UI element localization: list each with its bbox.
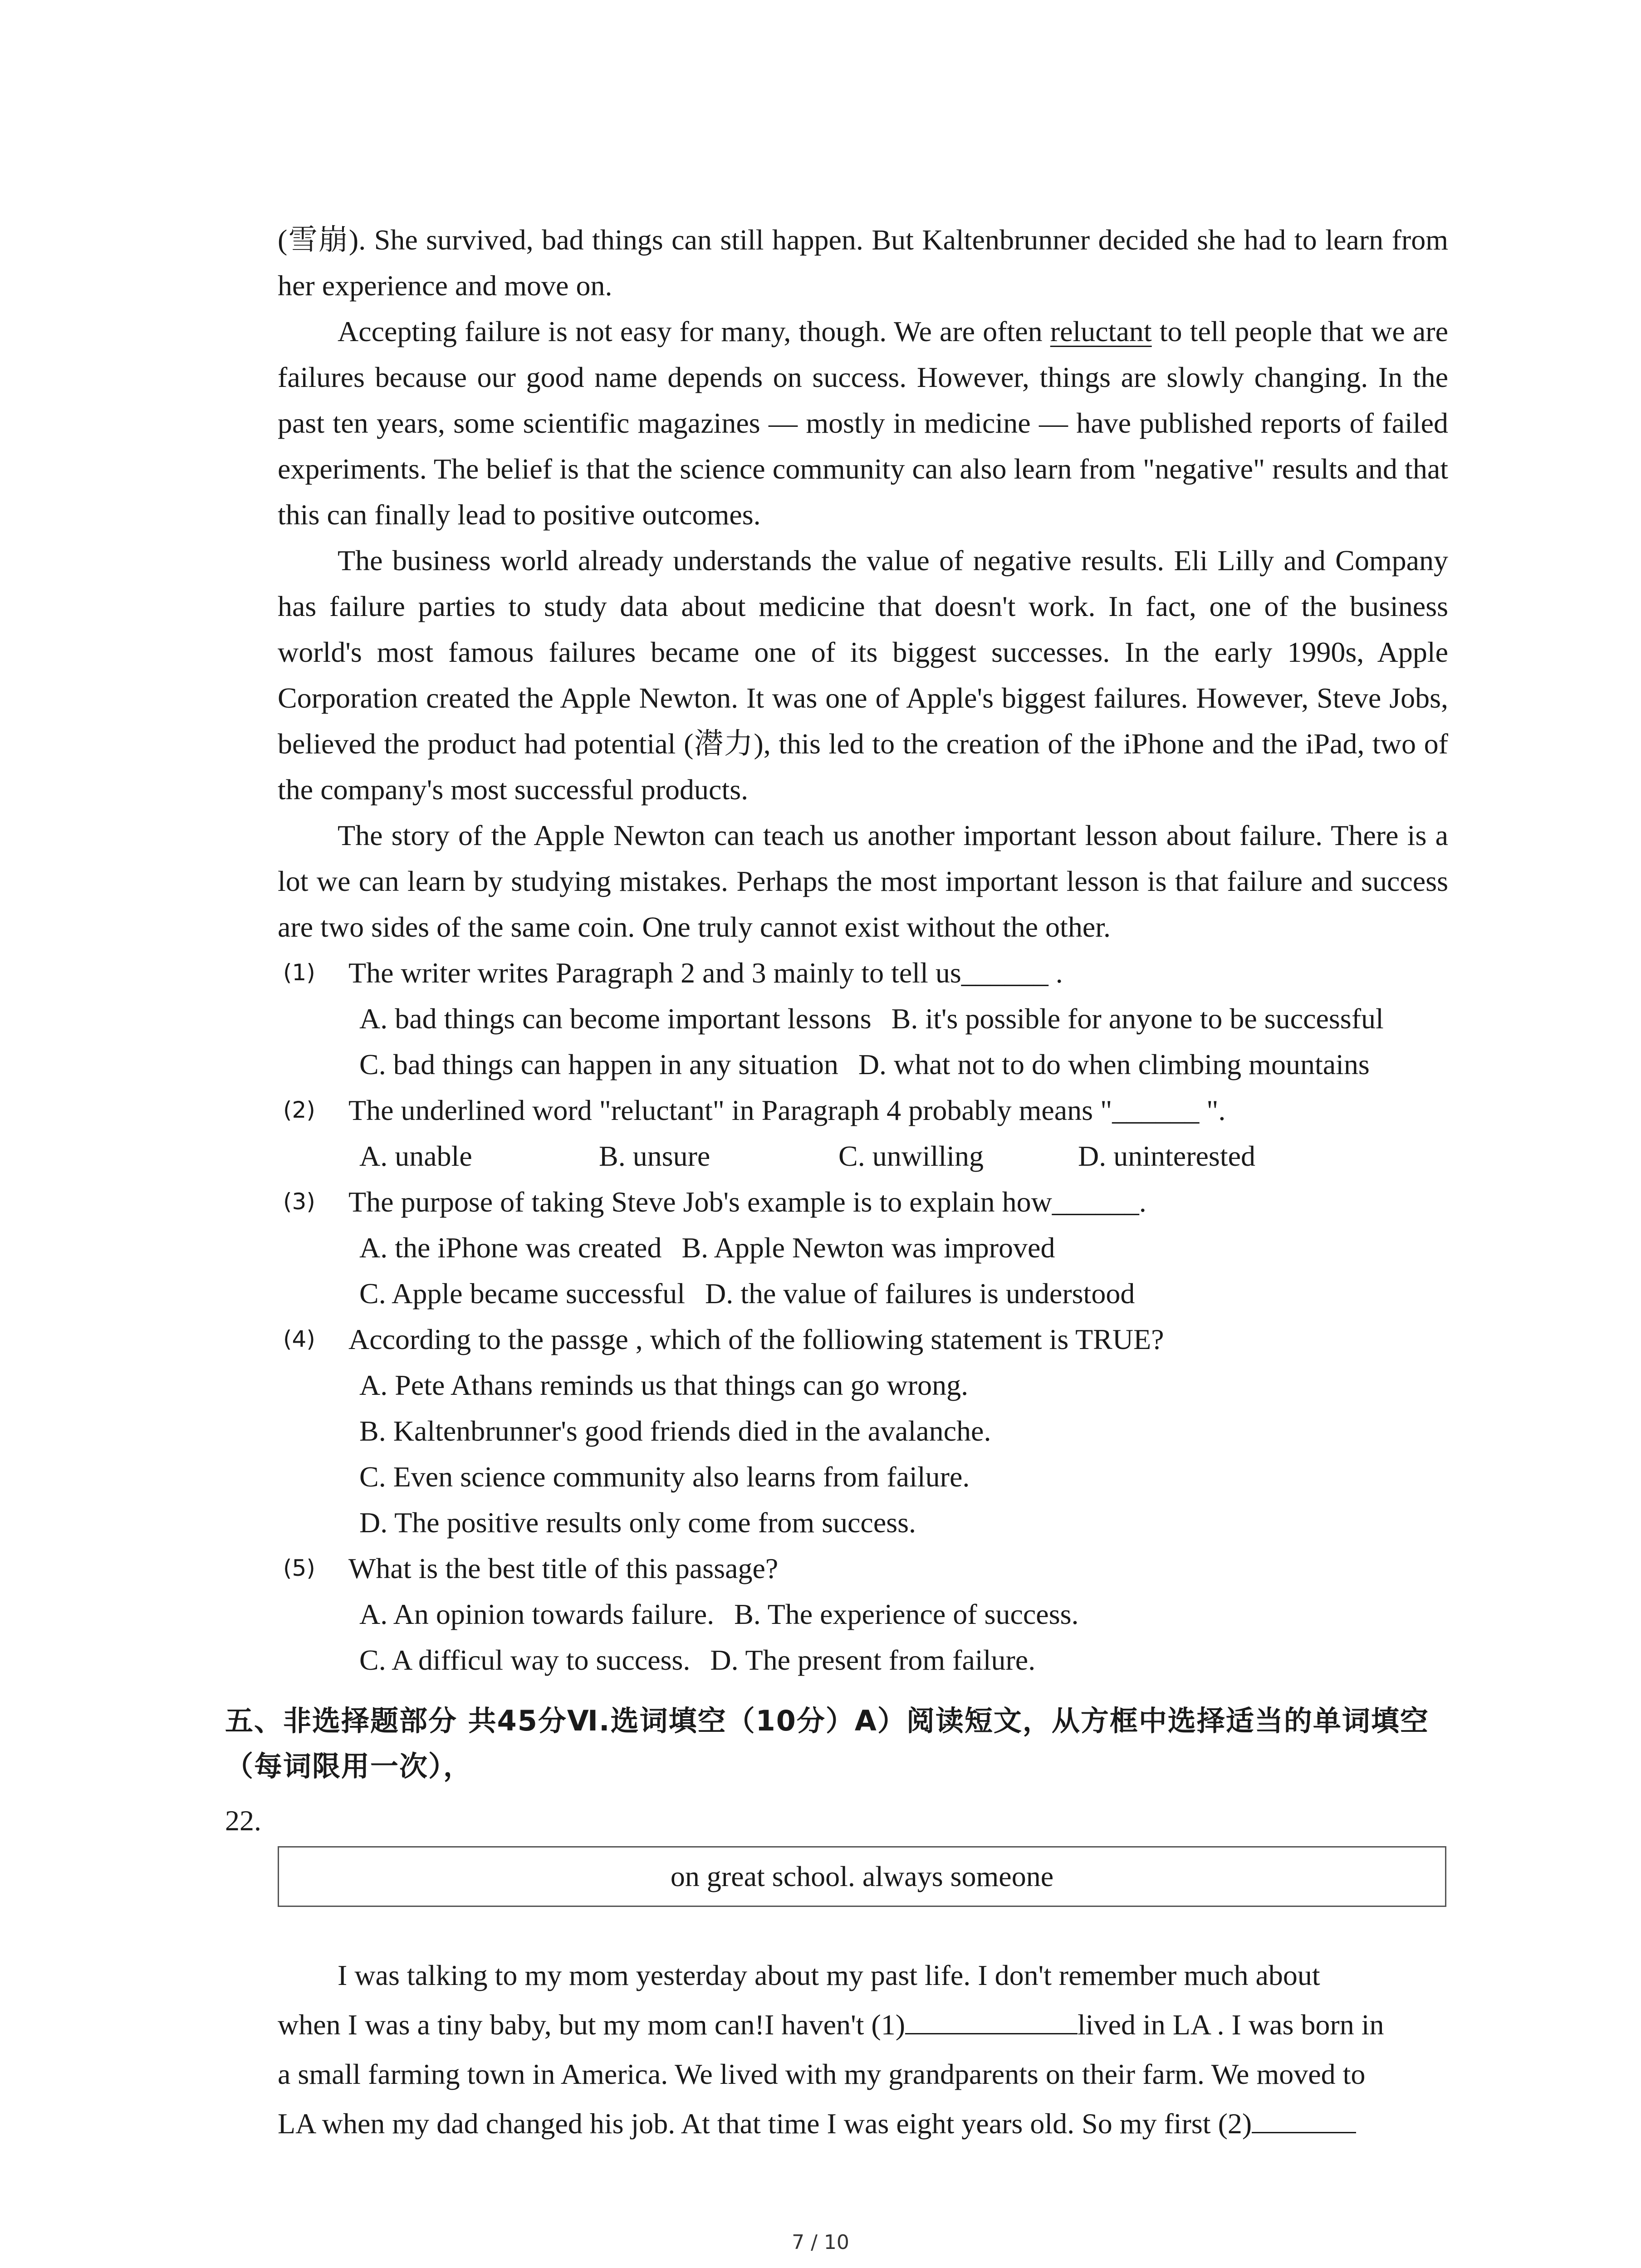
option-c[interactable]: C. Apple became successful <box>359 1277 685 1310</box>
paragraph-4-rest: to tell people that we are failures because our good name depends on success. However, things are slowly changing. In the past ten years, some scientific magazines — mostly in medicine — have published reports of failed experiments. The belief is that the science community can also learn from "negative" results and that this can finally lead to positive outcomes. <box>278 315 1449 531</box>
question-1 <box>278 950 1448 996</box>
option-c[interactable]: C. Even science community also learns from failure. <box>359 1461 970 1493</box>
cloze-line-2-start: when I was a tiny baby, but my mom can!I haven't (1) <box>278 2009 905 2041</box>
option-c[interactable]: C. A difficul way to success. <box>359 1644 691 1676</box>
option-b[interactable]: B. Apple Newton was improved <box>681 1232 1055 1264</box>
paragraph-4 <box>278 308 1448 538</box>
paragraph-4-start: Accepting failure is not easy for many, though. We are often <box>338 315 1050 347</box>
question-number: (1) <box>283 959 315 986</box>
option-a[interactable]: A. Pete Athans reminds us that things can go wrong. <box>359 1369 969 1401</box>
option-d[interactable]: D. The present from failure. <box>710 1644 1036 1676</box>
option-b[interactable]: B. Kaltenbrunner's good friends died in the avalanche. <box>359 1415 991 1447</box>
question-2 <box>278 1087 1448 1133</box>
question-3 <box>278 1179 1448 1225</box>
option-c[interactable]: C. unwilling <box>838 1140 984 1172</box>
cloze-line-1: I was talking to my mom yesterday about my past life. I don't remember much about <box>338 1959 1320 1991</box>
option-a[interactable]: A. unable <box>359 1140 472 1172</box>
cloze-line-2-end: lived in LA . I was born in <box>1078 2009 1384 2041</box>
question-2-options <box>278 1133 1448 1179</box>
cloze-line-4-start: LA when my dad changed his job. At that time I was eight years old. So my first (2) <box>278 2107 1252 2140</box>
section-heading: 五、非选择题部分 共45分Ⅵ.选词填空（10分）A）阅读短文，从方框中选择适当的单词填空（每词限用一次）， <box>225 1704 1429 1783</box>
cloze-line-4 <box>278 2099 1448 2148</box>
question-5-options <box>278 1591 1448 1683</box>
question-text: The purpose of taking Steve Job's example is to explain how______. <box>348 1186 1146 1218</box>
option-d[interactable]: D. uninterested <box>1078 1140 1255 1172</box>
option-d[interactable]: D. what not to do when climbing mountains <box>858 1048 1370 1080</box>
underlined-word-reluctant: reluctant <box>1050 315 1152 347</box>
question-4 <box>278 1316 1448 1362</box>
question-number: (3) <box>283 1188 315 1215</box>
question-number: (2) <box>283 1097 315 1123</box>
question-1-options <box>278 996 1448 1087</box>
option-d[interactable]: D. the value of failures is understood <box>705 1277 1135 1310</box>
question-text: The writer writes Paragraph 2 and 3 mainly to tell us______ . <box>348 957 1063 989</box>
paragraph-continued: (雪崩). She survived, bad things can still happen. But Kaltenbrunner decided she had to learn from her experience and move on. <box>278 224 1448 302</box>
question-text: The underlined word "reluctant" in Paragraph 4 probably means "______ ". <box>348 1094 1226 1126</box>
option-d[interactable]: D. The positive results only come from success. <box>359 1506 916 1539</box>
answer-blank-2[interactable] <box>1252 2105 1356 2133</box>
question-22-number: 22. <box>225 1804 261 1837</box>
answer-blank-1[interactable] <box>905 2006 1078 2034</box>
option-b[interactable]: B. The experience of success. <box>734 1598 1079 1630</box>
question-number: (5) <box>283 1555 315 1581</box>
word-bank-box <box>278 1846 1446 1907</box>
question-text: What is the best title of this passage? <box>348 1552 779 1584</box>
question-5 <box>278 1545 1448 1591</box>
paragraph-5: The business world already understands the value of negative results. Eli Lilly and Company has failure parties to study data about medicine that doesn't work. In fact, one of the business world's most famous failures became one of its biggest successes. In the early 1990s, Apple Corporation created the Apple Newton. It was one of Apple's biggest failures. However, Steve Jobs, believed the product had potential (潜力), this led to the creation of the iPhone and the iPad, two of the company's most successful products. <box>278 544 1448 806</box>
option-a[interactable]: A. bad things can become important lessons <box>359 1002 872 1035</box>
question-3-options <box>278 1225 1448 1316</box>
cloze-line-3: a small farming town in America. We lived with my grandparents on their farm. We moved to <box>278 2058 1366 2090</box>
option-b[interactable]: B. unsure <box>599 1140 710 1172</box>
reading-passage <box>278 217 1448 1683</box>
paragraph-6: The story of the Apple Newton can teach us another important lesson about failure. There is a lot we can learn by studying mistakes. Perhaps the most important lesson is that failure and success are two sides of the same coin. One truly cannot exist without the other. <box>278 819 1448 943</box>
option-a[interactable]: A. An opinion towards failure. <box>359 1598 715 1630</box>
question-text: According to the passge , which of the folliowing statement is TRUE? <box>348 1323 1164 1355</box>
word-bank-text: on great school. always someone <box>670 1860 1054 1892</box>
question-number: (4) <box>283 1326 315 1352</box>
option-a[interactable]: A. the iPhone was created <box>359 1232 662 1264</box>
question-4-options <box>278 1362 1448 1545</box>
cloze-line-2 <box>278 2000 1448 2049</box>
cloze-passage <box>278 1950 1448 2148</box>
option-c[interactable]: C. bad things can happen in any situation <box>359 1048 838 1080</box>
option-b[interactable]: B. it's possible for anyone to be successful <box>891 1002 1384 1035</box>
page-number: 7 / 10 <box>792 2231 849 2254</box>
